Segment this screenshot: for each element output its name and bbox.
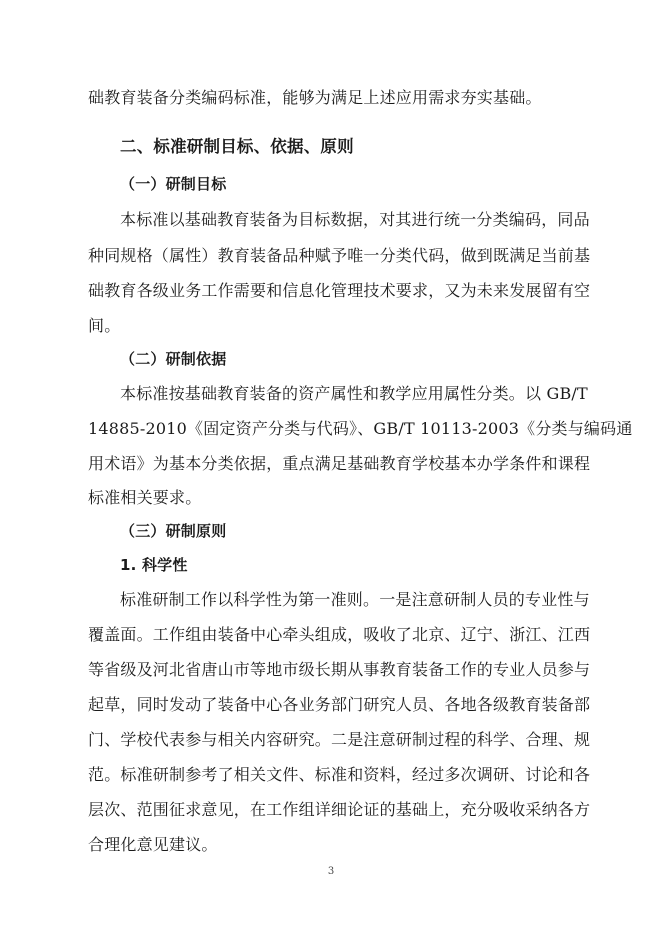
paragraph-line: 合理化意见建议。 — [88, 835, 218, 854]
subsection-heading-goals: （一）研制目标 — [120, 175, 227, 193]
paragraph-line: 门、学校代表参与相关内容研究。二是注意研制过程的科学、合理、规 — [88, 730, 591, 749]
paragraph-line: 用术语》为基本分类依据，重点满足基础教育学校基本办学条件和课程 — [88, 454, 591, 473]
paragraph-line: 覆盖面。工作组由装备中心牵头组成，吸收了北京、辽宁、浙江、江西 — [88, 625, 591, 644]
paragraph-line: 层次、范围征求意见，在工作组详细论证的基础上，充分吸收采纳各方 — [88, 800, 591, 819]
page-number: 3 — [327, 866, 335, 877]
paragraph-line: 间。 — [88, 316, 121, 335]
paragraph-line: 标准研制工作以科学性为第一准则。一是注意研制人员的专业性与 — [120, 590, 590, 609]
paragraph-line: 范。标准研制参考了相关文件、标准和资料，经过多次调研、讨论和各 — [88, 765, 591, 784]
item-heading-scientific: 1. 科学性 — [120, 556, 188, 574]
paragraph-line: 起草，同时发动了装备中心各业务部门研究人员、各地各级教育装备部 — [88, 695, 591, 714]
paragraph-line: 本标准以基础教育装备为目标数据，对其进行统一分类编码，同品 — [120, 210, 590, 229]
section-heading: 二、标准研制目标、依据、原则 — [120, 137, 354, 156]
subsection-heading-basis: （二）研制依据 — [120, 350, 227, 368]
continuation-paragraph-line: 础教育装备分类编码标准，能够为满足上述应用需求夯实基础。 — [88, 88, 542, 107]
subsection-heading-principles: （三）研制原则 — [120, 522, 227, 540]
paragraph-line: 础教育各级业务工作需要和信息化管理技术要求，又为未来发展留有空 — [88, 281, 591, 300]
paragraph-line: 标准相关要求。 — [88, 488, 202, 507]
paragraph-line: 14885-2010《固定资产分类与代码》、GB/T 10113-2003《分类与编码通 — [88, 419, 633, 438]
paragraph-line: 等省级及河北省唐山市等地市级长期从事教育装备工作的专业人员参与 — [88, 660, 591, 679]
paragraph-line: 本标准按基础教育装备的资产属性和教学应用属性分类。以 GB/T — [120, 384, 588, 403]
paragraph-line: 种同规格（属性）教育装备品种赋予唯一分类代码，做到既满足当前基 — [88, 246, 591, 265]
